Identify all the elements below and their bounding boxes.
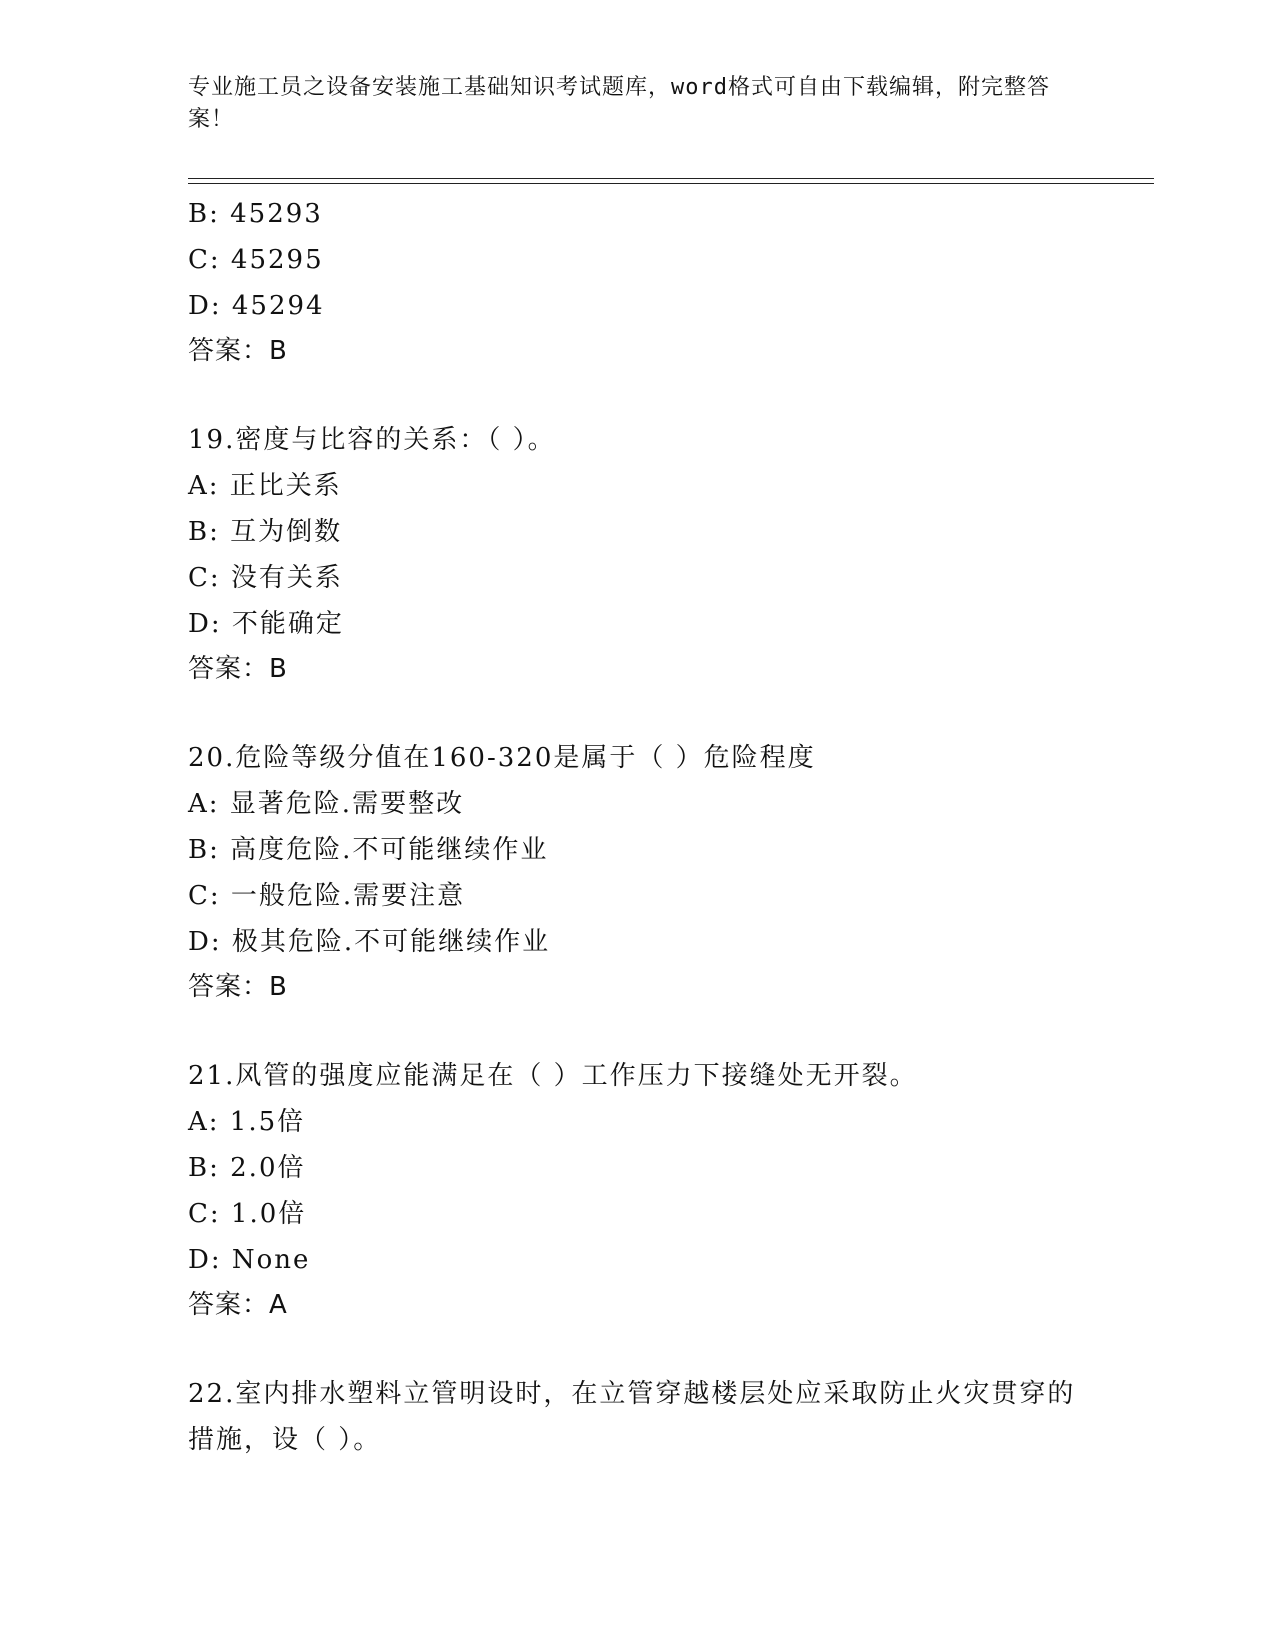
option-c: C: 没有关系 <box>188 563 343 593</box>
answer: 答案：A <box>188 1290 288 1320</box>
answer: 答案：B <box>188 972 288 1002</box>
question-18-partial <box>188 191 1128 373</box>
option-b: B: 2.0倍 <box>188 1153 306 1183</box>
option-b: B: 互为倒数 <box>188 517 343 547</box>
question-stem: 19.密度与比容的关系：（ ）。 <box>188 425 556 455</box>
option-a: A: 正比关系 <box>188 471 342 501</box>
option-b: B: 高度危险.不可能继续作业 <box>188 835 549 865</box>
option-c: C: 一般危险.需要注意 <box>188 881 466 911</box>
option-c: C: 1.0倍 <box>188 1199 307 1229</box>
option-d: D: 不能确定 <box>188 609 344 639</box>
header-rule-top <box>188 178 1154 179</box>
question-21 <box>188 1053 1128 1327</box>
option-d: D: 极其危险.不可能继续作业 <box>188 927 551 957</box>
question-stem: 22.室内排水塑料立管明设时，在立管穿越楼层处应采取防止火灾贯穿的措施，设（ ）。 <box>188 1379 1076 1455</box>
page-header: 专业施工员之设备安装施工基础知识考试题库，word格式可自由下载编辑，附完整答案！ <box>188 75 1050 132</box>
header-rule-bottom <box>188 183 1154 184</box>
option-d: D: 45294 <box>188 291 325 321</box>
question-22 <box>188 1371 1128 1463</box>
answer: 答案：B <box>188 336 288 366</box>
option-d: D: None <box>188 1245 311 1275</box>
question-stem: 21.风管的强度应能满足在（ ）工作压力下接缝处无开裂。 <box>188 1061 918 1091</box>
question-stem: 20.危险等级分值在160-320是属于（ ）危险程度 <box>188 743 816 773</box>
answer: 答案：B <box>188 654 288 684</box>
question-20 <box>188 735 1128 1009</box>
question-19 <box>188 417 1128 691</box>
option-a: A: 显著危险.需要整改 <box>188 789 465 819</box>
document-body <box>188 191 1128 1507</box>
option-b: B: 45293 <box>188 199 323 229</box>
option-a: A: 1.5倍 <box>188 1107 306 1137</box>
option-c: C: 45295 <box>188 245 324 275</box>
